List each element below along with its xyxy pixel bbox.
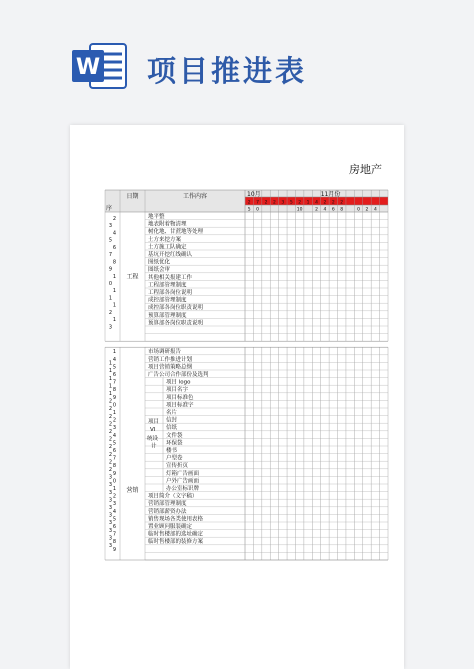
row-seq-number: 2 <box>108 309 112 316</box>
day-code: 5 <box>247 207 251 213</box>
row-seq-number: 1 <box>112 288 116 295</box>
row-seq-number: 6 <box>112 244 116 251</box>
column-header-date: 日期 <box>126 193 139 200</box>
section-name-marketing: 营销 <box>126 486 139 494</box>
row-seq-number: 4 <box>112 508 116 515</box>
row-seq-number: 3 <box>108 482 112 489</box>
row-seq-number: 3 <box>108 527 112 534</box>
row-seq-number: 2 <box>108 467 112 473</box>
row-seq-number: 2 <box>112 493 116 500</box>
task-item: 营销部薪资办法 <box>148 508 187 515</box>
day-code-red: 4 <box>315 200 318 206</box>
task-item: 市场调研报告 <box>148 349 182 356</box>
row-seq-number: 5 <box>112 516 116 523</box>
row-seq-number: 2 <box>108 436 112 443</box>
row-seq-number: 2 <box>108 413 112 420</box>
row-seq-number: 2 <box>108 444 112 451</box>
month-label: 10月 <box>247 191 261 198</box>
task-item: 树化地、甘蔗地等处理 <box>148 229 204 236</box>
row-seq-number: 3 <box>108 223 112 230</box>
row-seq-number: 2 <box>108 406 112 413</box>
word-icon <box>72 40 128 92</box>
task-item: 户外广告画面 <box>166 478 200 485</box>
row-seq-number: 2 <box>108 459 112 466</box>
task-item: 楼书 <box>166 448 178 454</box>
day-code: 4 <box>323 207 327 213</box>
task-item: 项目简介（文字稿） <box>148 493 198 500</box>
day-code: 0 <box>256 207 260 213</box>
task-item: 基坑开挖红线确认 <box>148 252 193 258</box>
day-code: 4 <box>373 207 377 213</box>
day-code-red: 2 <box>323 200 327 206</box>
column-header-seq: 序 <box>106 205 113 212</box>
row-seq-number: 3 <box>108 489 112 496</box>
row-seq-number: 8 <box>112 539 116 546</box>
day-code: 0 <box>357 207 360 213</box>
task-item: 土方来挖方案 <box>148 236 182 243</box>
header <box>0 0 474 120</box>
word-icon-letter: W <box>75 55 101 80</box>
sheet-title: 房地产 <box>349 163 382 176</box>
row-seq-number: 5 <box>112 440 116 447</box>
row-seq-number: 4 <box>112 356 116 363</box>
day-code-red: 2 <box>298 200 302 206</box>
task-item: 预算部各岗位职责说明 <box>148 320 204 327</box>
row-seq-number: 9 <box>112 394 116 401</box>
row-seq-number: 1 <box>112 410 116 416</box>
row-seq-number: 1 <box>112 349 116 356</box>
row-seq-number: 3 <box>108 512 112 519</box>
row-seq-number: 6 <box>112 372 116 378</box>
row-seq-number: 1 <box>108 383 112 390</box>
schedule-table <box>70 125 404 669</box>
task-item: 土方施工队确定 <box>148 244 187 251</box>
row-seq-number: 3 <box>108 497 112 504</box>
day-code-red: 5 <box>289 200 293 206</box>
row-seq-number: 8 <box>112 259 116 266</box>
row-seq-number: 7 <box>112 379 116 386</box>
row-seq-number: 2 <box>108 398 112 405</box>
row-seq-number: 3 <box>108 543 112 549</box>
row-seq-number: 3 <box>108 474 112 481</box>
row-seq-number: 1 <box>112 302 116 309</box>
task-item: 临时售楼部的装修方案 <box>148 539 204 546</box>
row-seq-number: 2 <box>112 216 116 222</box>
row-seq-number: 1 <box>108 368 112 375</box>
vi-group-label: VI <box>150 426 156 433</box>
column-header-content: 工作内容 <box>182 193 208 200</box>
day-code-red: 2 <box>331 200 335 206</box>
row-seq-number: 1 <box>112 486 116 492</box>
row-seq-number: 1 <box>112 273 116 280</box>
row-seq-number: 1 <box>108 295 112 302</box>
vi-group-label: 统设 <box>147 435 159 442</box>
row-seq-number: 7 <box>108 252 112 259</box>
task-item: 文件袋 <box>166 432 183 439</box>
task-item: 置业顾问服装确定 <box>148 524 193 530</box>
row-seq-number: 1 <box>108 375 112 382</box>
row-seq-number: 3 <box>112 501 116 508</box>
row-seq-number: 9 <box>108 266 112 273</box>
row-seq-number: 1 <box>112 317 116 324</box>
task-item: 工程部管理制度 <box>148 282 187 289</box>
row-seq-number: 5 <box>112 364 116 371</box>
row-seq-number: 3 <box>108 505 112 511</box>
day-code-red: 7 <box>256 200 260 206</box>
day-code: 2 <box>315 207 318 213</box>
task-item: 成控部管理制度 <box>148 297 187 304</box>
vi-group-label: 计 <box>151 443 157 450</box>
task-item: 项目标准色 <box>166 394 194 401</box>
row-seq-number: 9 <box>112 470 116 477</box>
row-seq-number: 7 <box>112 455 116 462</box>
row-seq-number: 3 <box>108 520 112 527</box>
page-title: 项目推进表 <box>147 54 308 88</box>
day-code-red: 2 <box>273 200 276 206</box>
task-item: 图纸优化 <box>148 259 171 266</box>
row-seq-number: 2 <box>108 421 112 428</box>
task-item: 宣传折页 <box>166 463 189 470</box>
spreadsheet-page <box>70 125 404 669</box>
task-item: 成控部各岗位职责说明 <box>148 305 204 312</box>
row-seq-number: 3 <box>112 425 116 432</box>
task-item: 图纸会审 <box>148 267 171 274</box>
task-item: 营销工作推进计划 <box>148 356 193 363</box>
task-item: 信纸 <box>166 425 178 432</box>
row-seq-number: 2 <box>112 417 116 424</box>
day-code: 6 <box>331 207 335 213</box>
day-code: 10 <box>296 207 303 213</box>
task-item: 临时售楼部的选址确定 <box>148 531 204 538</box>
vi-group-label: 项目 <box>148 419 160 426</box>
task-item: 预算部管理制度 <box>148 312 187 319</box>
task-item: 地平整 <box>148 214 165 220</box>
row-seq-number: 6 <box>112 448 116 454</box>
row-seq-number: 2 <box>108 429 112 435</box>
row-seq-number: 8 <box>112 387 116 394</box>
task-item: 灯箱广告画面 <box>166 470 200 477</box>
row-seq-number: 0 <box>112 478 116 485</box>
task-item: 户型卷 <box>166 455 183 462</box>
day-code: 2 <box>365 207 369 213</box>
row-seq-number: 3 <box>108 535 112 542</box>
task-item: 地表附着物清理 <box>148 221 187 228</box>
day-code-red: 3 <box>281 200 285 206</box>
task-item: 广告公司合作部份及选判 <box>148 372 209 378</box>
task-item: 项目营销策略总纲 <box>148 364 193 371</box>
row-seq-number: 9 <box>112 546 116 553</box>
row-seq-number: 4 <box>112 230 116 237</box>
day-code-red: 2 <box>340 200 344 206</box>
row-seq-number: 8 <box>112 463 116 470</box>
row-seq-number: 4 <box>112 432 116 439</box>
task-item: 办公室标识牌 <box>166 486 200 492</box>
task-item: 项目名字 <box>166 387 189 394</box>
row-seq-number: 3 <box>108 324 112 331</box>
day-code: 8 <box>340 207 344 213</box>
task-item: 项目标准字 <box>166 402 194 409</box>
day-code-red: 2 <box>247 200 251 206</box>
day-code-red: 1 <box>306 200 310 206</box>
task-item: 工程部各岗位说明 <box>148 290 193 296</box>
task-item: 环保袋 <box>166 440 183 447</box>
row-seq-number: 7 <box>112 531 116 538</box>
row-seq-number: 1 <box>108 360 112 367</box>
row-seq-number: 0 <box>112 402 116 409</box>
row-seq-number: 5 <box>108 237 112 244</box>
month-label: 11月份 <box>320 191 341 198</box>
row-seq-number: 0 <box>108 280 112 287</box>
task-item: 其他相关报建工作 <box>148 274 193 281</box>
day-code-red: 2 <box>264 200 268 206</box>
row-seq-number: 6 <box>112 524 116 530</box>
section-name-engineering: 工程 <box>126 273 139 281</box>
task-item: 信封 <box>166 417 178 424</box>
row-seq-number: 2 <box>108 451 112 458</box>
task-item: 名片 <box>166 410 178 416</box>
row-seq-number: 1 <box>108 391 112 397</box>
task-item: 销售现场各类使用表格 <box>148 516 204 523</box>
task-item: 项目 logo <box>166 379 191 386</box>
task-item: 营销部管理制度 <box>148 501 187 508</box>
